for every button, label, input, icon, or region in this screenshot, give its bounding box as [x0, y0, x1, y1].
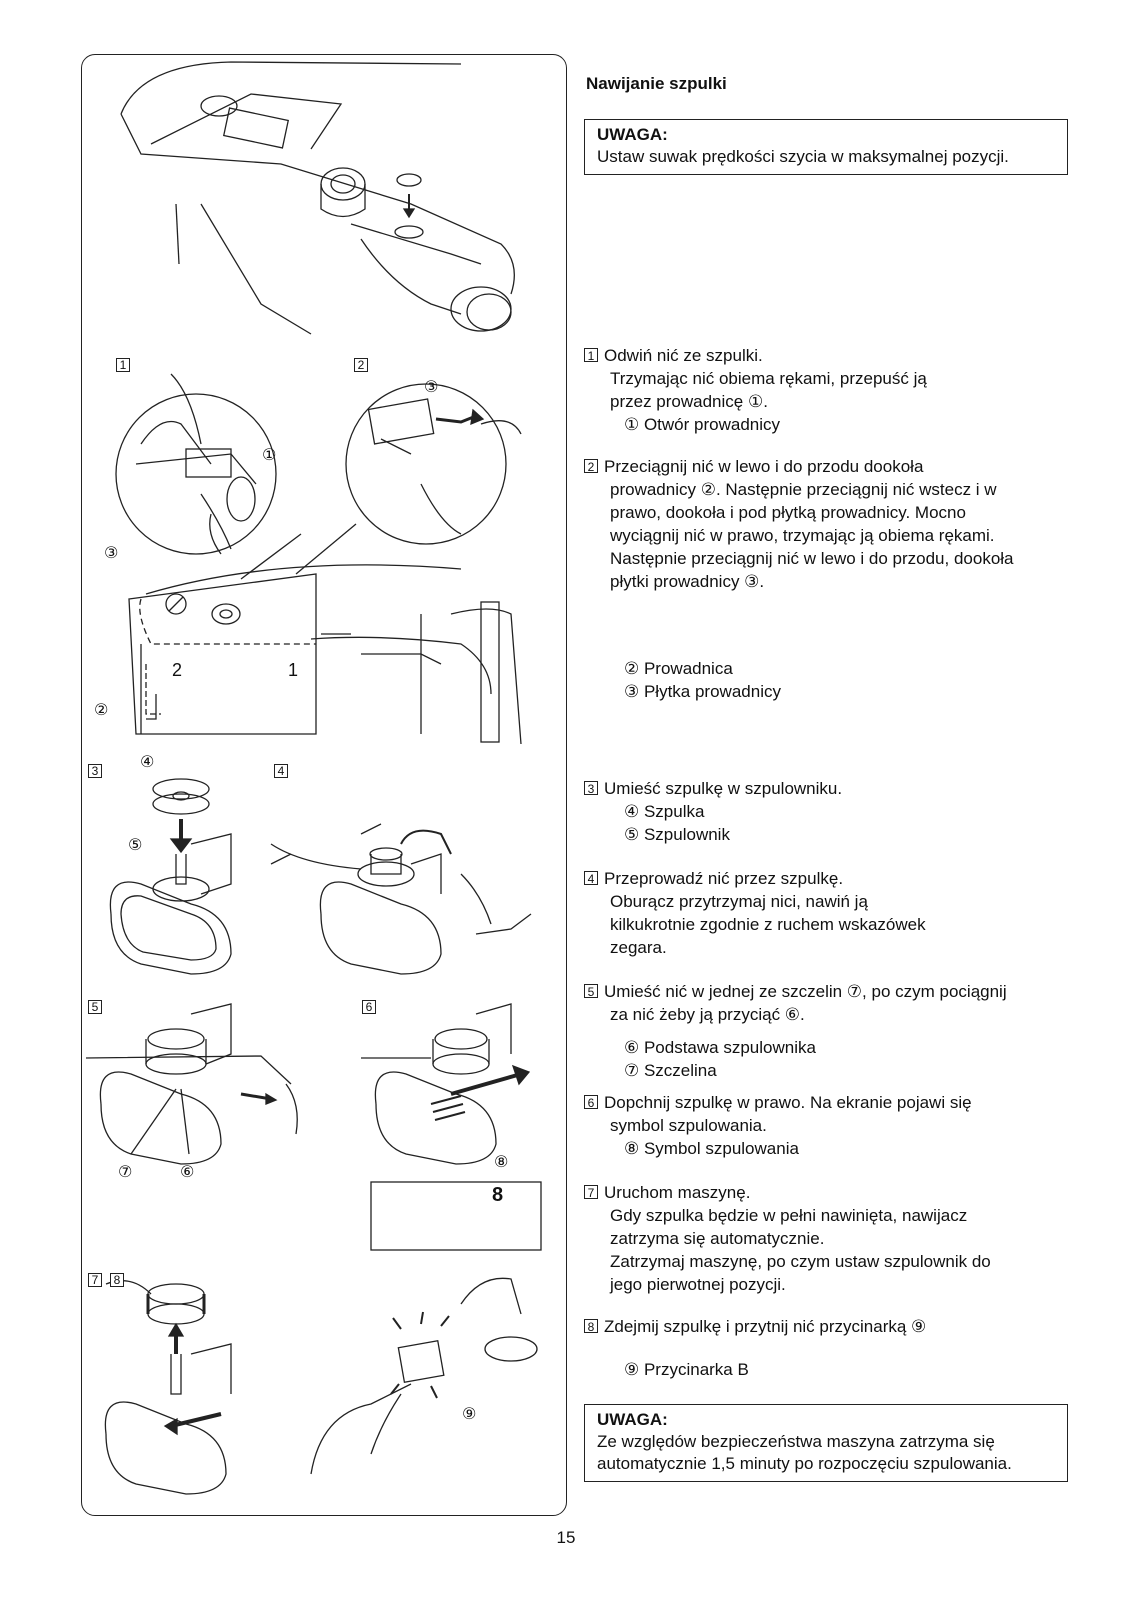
fig3-bobbin-illustration	[110, 779, 231, 974]
callout-4: ④	[140, 752, 155, 771]
callout-7: ⑦	[118, 1162, 133, 1181]
step-6	[584, 1091, 1074, 1160]
step-1-line1: Odwiń nić ze szpulki.	[604, 346, 763, 365]
step-8-parts	[584, 1358, 1074, 1381]
guide-number-1: 1	[288, 660, 299, 680]
note-bottom	[584, 1404, 1068, 1482]
fig2-guide-illustration	[346, 384, 521, 544]
step-5-line2: za nić żeby ją przyciąć ⑥.	[610, 1005, 805, 1024]
part-8: ⑧ Symbol szpulowania	[624, 1139, 799, 1158]
part-2: ② Prowadnica	[624, 659, 733, 678]
step-1-num: 1	[584, 348, 598, 362]
note-top-heading: UWAGA:	[597, 125, 668, 144]
step-7-line4: Zatrzymaj maszynę, po czym ustaw szpulownik do	[610, 1252, 991, 1271]
step-7-line2: Gdy szpulka będzie w pełni nawinięta, nawijacz	[610, 1206, 968, 1225]
thread-guide-diagram	[129, 524, 521, 744]
lcd-bobbin-symbol: 8	[492, 1184, 504, 1206]
machine-top-illustration	[121, 62, 514, 334]
part-9: ⑨ Przycinarka B	[624, 1360, 749, 1379]
step-7	[584, 1181, 1074, 1296]
callout-9: ⑨	[462, 1404, 477, 1423]
callout-6: ⑥	[180, 1162, 195, 1181]
step-5-line1: Umieść nić w jednej ze szczelin ⑦, po czym pociągnij	[604, 982, 1007, 1001]
step-1-line3: przez prowadnicę ①.	[610, 392, 768, 411]
fig-label-8: 8	[110, 1273, 124, 1287]
fig-label-4: 4	[274, 764, 288, 778]
step-2-parts	[584, 657, 1074, 703]
callout-3-fig2: ③	[424, 377, 439, 396]
step-8-line1: Zdejmij szpulkę i przytnij nić przycinarką ⑨	[604, 1317, 927, 1336]
step-6-num: 6	[584, 1095, 598, 1109]
fig5-slit-illustration	[86, 1004, 297, 1164]
step-4-line3: kilkukrotnie zgodnie z ruchem wskazówek	[610, 915, 926, 934]
step-3-num: 3	[584, 781, 598, 795]
step-7-num: 7	[584, 1185, 598, 1199]
part-5: ⑤ Szpulownik	[624, 825, 730, 844]
callout-5: ⑤	[128, 835, 143, 854]
step-2-line1: Przeciągnij nić w lewo i do przodu dookoła	[604, 457, 924, 476]
step-4-num: 4	[584, 871, 598, 885]
note-bottom-line2: automatycznie 1,5 minuty po rozpoczęciu szpulowania.	[597, 1454, 1012, 1473]
callout-3: ③	[104, 543, 119, 562]
step-3-line1: Umieść szpulkę w szpulowniku.	[604, 779, 843, 798]
step-7-line5: jego pierwotnej pozycji.	[610, 1275, 786, 1294]
step-2-line5: Następnie przeciągnij nić w lewo i do przodu, dookoła	[610, 549, 1014, 568]
note-top-text: Ustaw suwak prędkości szycia w maksymalnej pozycji.	[597, 147, 1009, 166]
guide-number-2: 2	[172, 660, 183, 680]
step-3	[584, 777, 1074, 846]
lcd-display	[371, 1182, 541, 1250]
fig6-push-illustration	[361, 1004, 529, 1164]
step-1-part1: ① Otwór prowadnicy	[624, 415, 781, 434]
step-5	[584, 980, 1074, 1026]
step-5-num: 5	[584, 984, 598, 998]
step-7-line1: Uruchom maszynę.	[604, 1183, 751, 1202]
fig-label-2: 2	[354, 358, 368, 372]
part-6: ⑥ Podstawa szpulownika	[624, 1038, 816, 1057]
fig1-guide-illustration	[116, 374, 276, 554]
note-bottom-line1: Ze względów bezpieczeństwa maszyna zatrzyma się	[597, 1432, 995, 1451]
illustration-drawings	[81, 54, 567, 1516]
step-8	[584, 1315, 1074, 1338]
step-2	[584, 455, 1074, 593]
callout-8: ⑧	[494, 1152, 509, 1171]
step-1	[584, 344, 1074, 436]
callout-2: ②	[94, 700, 109, 719]
step-2-line3: prawo, dookoła i pod płytką prowadnicy. Mocno	[610, 503, 966, 522]
fig-label-5: 5	[88, 1000, 102, 1014]
step-6-line1: Dopchnij szpulkę w prawo. Na ekranie pojawi się	[604, 1093, 972, 1112]
step-7-line3: zatrzyma się automatycznie.	[610, 1229, 825, 1248]
fig-label-3: 3	[88, 764, 102, 778]
step-4-line4: zegara.	[610, 938, 667, 957]
step-4-line2: Oburącz przytrzymaj nici, nawiń ją	[610, 892, 868, 911]
step-4-line1: Przeprowadź nić przez szpulkę.	[604, 869, 844, 888]
step-2-line4: wyciągnij nić w prawo, trzymając ją obiema rękami.	[610, 526, 995, 545]
fig78-remove-illustration	[105, 1278, 537, 1494]
step-6-line2: symbol szpulowania.	[610, 1116, 767, 1135]
step-4	[584, 867, 1074, 959]
step-2-line2: prowadnicy ②. Następnie przeciągnij nić wstecz i w	[610, 480, 997, 499]
illustrations	[81, 54, 567, 1516]
page-title: Nawijanie szpulki	[586, 74, 727, 93]
fig-label-7: 7	[88, 1273, 102, 1287]
fig4-winding-illustration	[271, 824, 531, 974]
fig-label-6: 6	[362, 1000, 376, 1014]
step-5-parts	[584, 1036, 1074, 1082]
page-number: 15	[556, 1528, 576, 1547]
part-7: ⑦ Szczelina	[624, 1061, 717, 1080]
note-bottom-heading: UWAGA:	[597, 1410, 668, 1429]
part-4: ④ Szpulka	[624, 802, 705, 821]
part-3: ③ Płytka prowadnicy	[624, 682, 781, 701]
callout-1: ①	[262, 445, 277, 464]
note-top	[584, 119, 1068, 175]
step-8-num: 8	[584, 1319, 598, 1333]
fig-label-1: 1	[116, 358, 130, 372]
step-1-line2: Trzymając nić obiema rękami, przepuść ją	[610, 369, 927, 388]
step-2-num: 2	[584, 459, 598, 473]
step-2-line6: płytki prowadnicy ③.	[610, 572, 765, 591]
